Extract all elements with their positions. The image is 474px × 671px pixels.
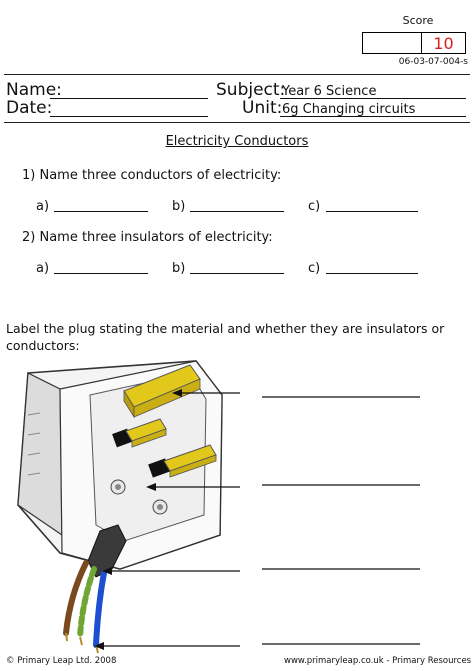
question-1: 1) Name three conductors of electricity: [22,168,282,183]
q1-answer-c[interactable] [326,211,418,212]
question-2: 2) Name three insulators of electricity: [22,230,273,245]
subject-value: Year 6 Science [282,84,377,99]
score-blank-cell [363,33,422,53]
footer-copyright: © Primary Leap Ltd. 2008 [6,656,117,666]
unit-line [280,116,466,117]
plug-diagram [0,355,474,655]
footer-website: www.primaryleap.co.uk - Primary Resources [284,656,472,666]
unit-label: Unit: [242,98,283,118]
q2-option-a-label: a) [36,261,50,276]
worksheet-title: Electricity Conductors [165,134,309,149]
q1-answer-a[interactable] [54,211,148,212]
q1-answer-b[interactable] [190,211,284,212]
header-rule-top [4,74,470,75]
unit-value: 6g Changing circuits [282,102,416,117]
wire-blue [96,573,104,645]
label-arrow-4 [94,642,240,650]
subject-line [280,98,466,99]
score-value: 10 [433,34,454,53]
name-line[interactable] [50,98,208,99]
name-label: Name: [6,80,62,100]
q2-answer-b[interactable] [190,273,284,274]
plug-instruction: Label the plug stating the material and whether they are insulators or conductors: [6,321,445,353]
q1-option-b-label: b) [172,199,186,214]
date-label: Date: [6,98,53,118]
q2-answer-c[interactable] [326,273,418,274]
score-label: Score [402,14,434,27]
score-box [362,32,466,54]
date-line[interactable] [50,116,208,117]
q1-option-a-label: a) [36,199,50,214]
q2-option-c-label: c) [308,261,321,276]
subject-label: Subject: [216,80,286,100]
header-rule-bottom [4,122,470,123]
worksheet-code: 06-03-07-004-s [398,57,468,67]
wire-earth [80,569,94,637]
q1-option-c-label: c) [308,199,321,214]
q2-option-b-label: b) [172,261,186,276]
q2-answer-a[interactable] [54,273,148,274]
